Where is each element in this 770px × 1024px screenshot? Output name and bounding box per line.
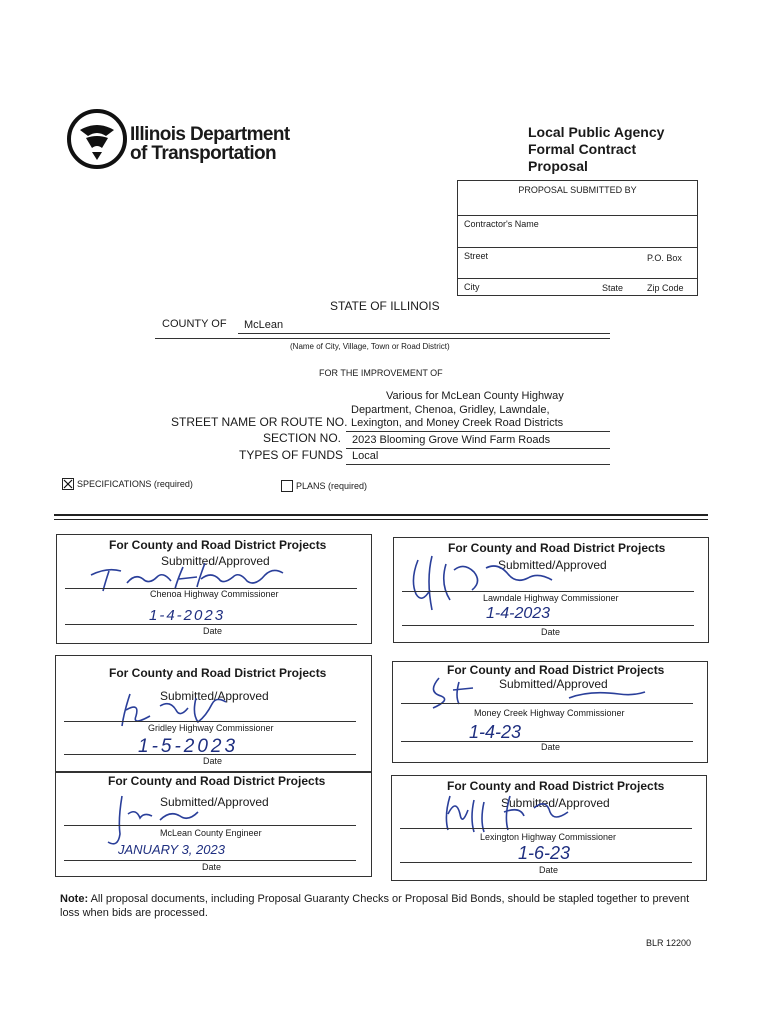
note-text: All proposal documents, including Proposal Guaranty Checks or Proposal Bid Bonds, should be stapled together to prevent loss when bids are processed. <box>60 893 690 919</box>
approval-date-label: Date <box>539 865 559 875</box>
po-box-label: P.O. Box <box>647 253 682 263</box>
approval-title: For County and Road District Projects <box>447 779 665 793</box>
approval-title: For County and Road District Projects <box>109 666 327 680</box>
approval-title: For County and Road District Projects <box>108 774 326 788</box>
section-label: SECTION NO. <box>263 431 342 445</box>
signature-money-creek-icon <box>419 672 649 712</box>
section-value[interactable]: 2023 Blooming Grove Wind Farm Roads <box>352 434 551 446</box>
approval-role: Money Creek Highway Commissioner <box>474 708 625 718</box>
approval-date-value[interactable]: 1-4-2023 <box>486 605 551 622</box>
approval-status: Submitted/Approved <box>161 554 270 568</box>
approval-date-label: Date <box>203 626 223 636</box>
approval-box-lawndale <box>393 537 709 643</box>
street-row[interactable] <box>458 247 697 263</box>
approval-date-value[interactable]: JANUARY 3, 2023 <box>118 842 225 857</box>
route-underline <box>346 431 610 432</box>
approval-role: Gridley Highway Commissioner <box>148 723 274 733</box>
agency-name-line1: Illinois Department <box>130 124 290 145</box>
section-underline <box>346 448 610 449</box>
approval-box-money-creek <box>392 661 708 763</box>
county-underline <box>238 333 610 334</box>
approval-title: For County and Road District Projects <box>448 541 666 555</box>
submitted-by-title: PROPOSAL SUBMITTED BY <box>518 185 637 195</box>
agency-name-line2: of Transportation <box>130 143 277 164</box>
plans-label: PLANS (required) <box>296 481 368 491</box>
specifications-label: SPECIFICATIONS (required) <box>77 479 193 489</box>
form-title-line1: Local Public Agency <box>528 124 665 140</box>
section-divider-top <box>54 514 708 516</box>
county-note: (Name of City, Village, Town or Road District) <box>290 342 450 351</box>
county-label: COUNTY OF <box>162 318 227 330</box>
route-value-line2[interactable]: Department, Chenoa, Gridley, Lawndale, <box>351 404 550 416</box>
improvement-heading: FOR THE IMPROVEMENT OF <box>319 368 443 378</box>
proposal-submitted-by-box <box>457 180 698 296</box>
approval-date-label: Date <box>202 862 222 872</box>
plans-checkbox[interactable] <box>281 480 293 492</box>
route-value-line1[interactable]: Various for McLean County Highway <box>386 390 564 402</box>
city-row[interactable] <box>458 278 697 293</box>
approval-status: Submitted/Approved <box>501 796 610 810</box>
county-rule <box>155 338 610 339</box>
funds-underline <box>346 464 610 465</box>
approval-box-lexington <box>391 775 707 881</box>
approval-date-value[interactable]: 1-5-2023 <box>138 736 239 757</box>
county-value[interactable]: McLean <box>244 319 284 331</box>
specifications-checkbox[interactable] <box>62 478 74 490</box>
idot-logo-icon <box>66 108 128 170</box>
form-title-line2: Formal Contract <box>528 141 637 157</box>
city-label: City <box>464 282 480 292</box>
approval-date-value[interactable]: 1-4-23 <box>469 722 522 742</box>
approval-role: Lawndale Highway Commissioner <box>483 593 619 603</box>
approval-title: For County and Road District Projects <box>109 538 327 552</box>
zip-code-label: Zip Code <box>647 283 684 293</box>
form-id: BLR 12200 <box>646 938 692 948</box>
approval-date-value[interactable]: 1-6-23 <box>518 843 571 863</box>
approval-role: Chenoa Highway Commissioner <box>150 589 279 599</box>
approval-date-label: Date <box>203 756 223 766</box>
approval-role: McLean County Engineer <box>160 828 262 838</box>
approval-box-county-engineer <box>55 771 372 877</box>
approval-status: Submitted/Approved <box>498 558 607 572</box>
approval-status: Submitted/Approved <box>499 677 608 691</box>
note-label: Note: <box>60 893 89 905</box>
state-label: State <box>602 283 624 293</box>
approval-title: For County and Road District Projects <box>447 663 665 677</box>
approval-box-chenoa <box>56 534 372 644</box>
state-heading: STATE OF ILLINOIS <box>330 299 440 313</box>
funds-value[interactable]: Local <box>352 450 379 462</box>
street-label: Street <box>464 251 489 261</box>
section-divider-bottom <box>54 519 708 520</box>
approval-status: Submitted/Approved <box>160 795 269 809</box>
note <box>60 892 690 920</box>
route-value-line3[interactable]: Lexington, and Money Creek Road Districts <box>351 417 564 429</box>
route-label: STREET NAME OR ROUTE NO. <box>171 415 348 429</box>
checkmark-x-icon <box>63 479 73 489</box>
funds-label: TYPES OF FUNDS <box>239 448 344 462</box>
contractor-row[interactable] <box>458 215 697 229</box>
approval-box-gridley <box>55 655 372 773</box>
form-title-line3: Proposal <box>528 158 588 174</box>
approval-status: Submitted/Approved <box>160 689 269 703</box>
approval-role: Lexington Highway Commissioner <box>480 832 617 842</box>
approval-date-label: Date <box>541 627 561 637</box>
approval-date-label: Date <box>541 742 561 752</box>
approval-date-value[interactable]: 1-4-2023 <box>149 607 226 624</box>
contractor-name-label: Contractor's Name <box>464 219 539 229</box>
